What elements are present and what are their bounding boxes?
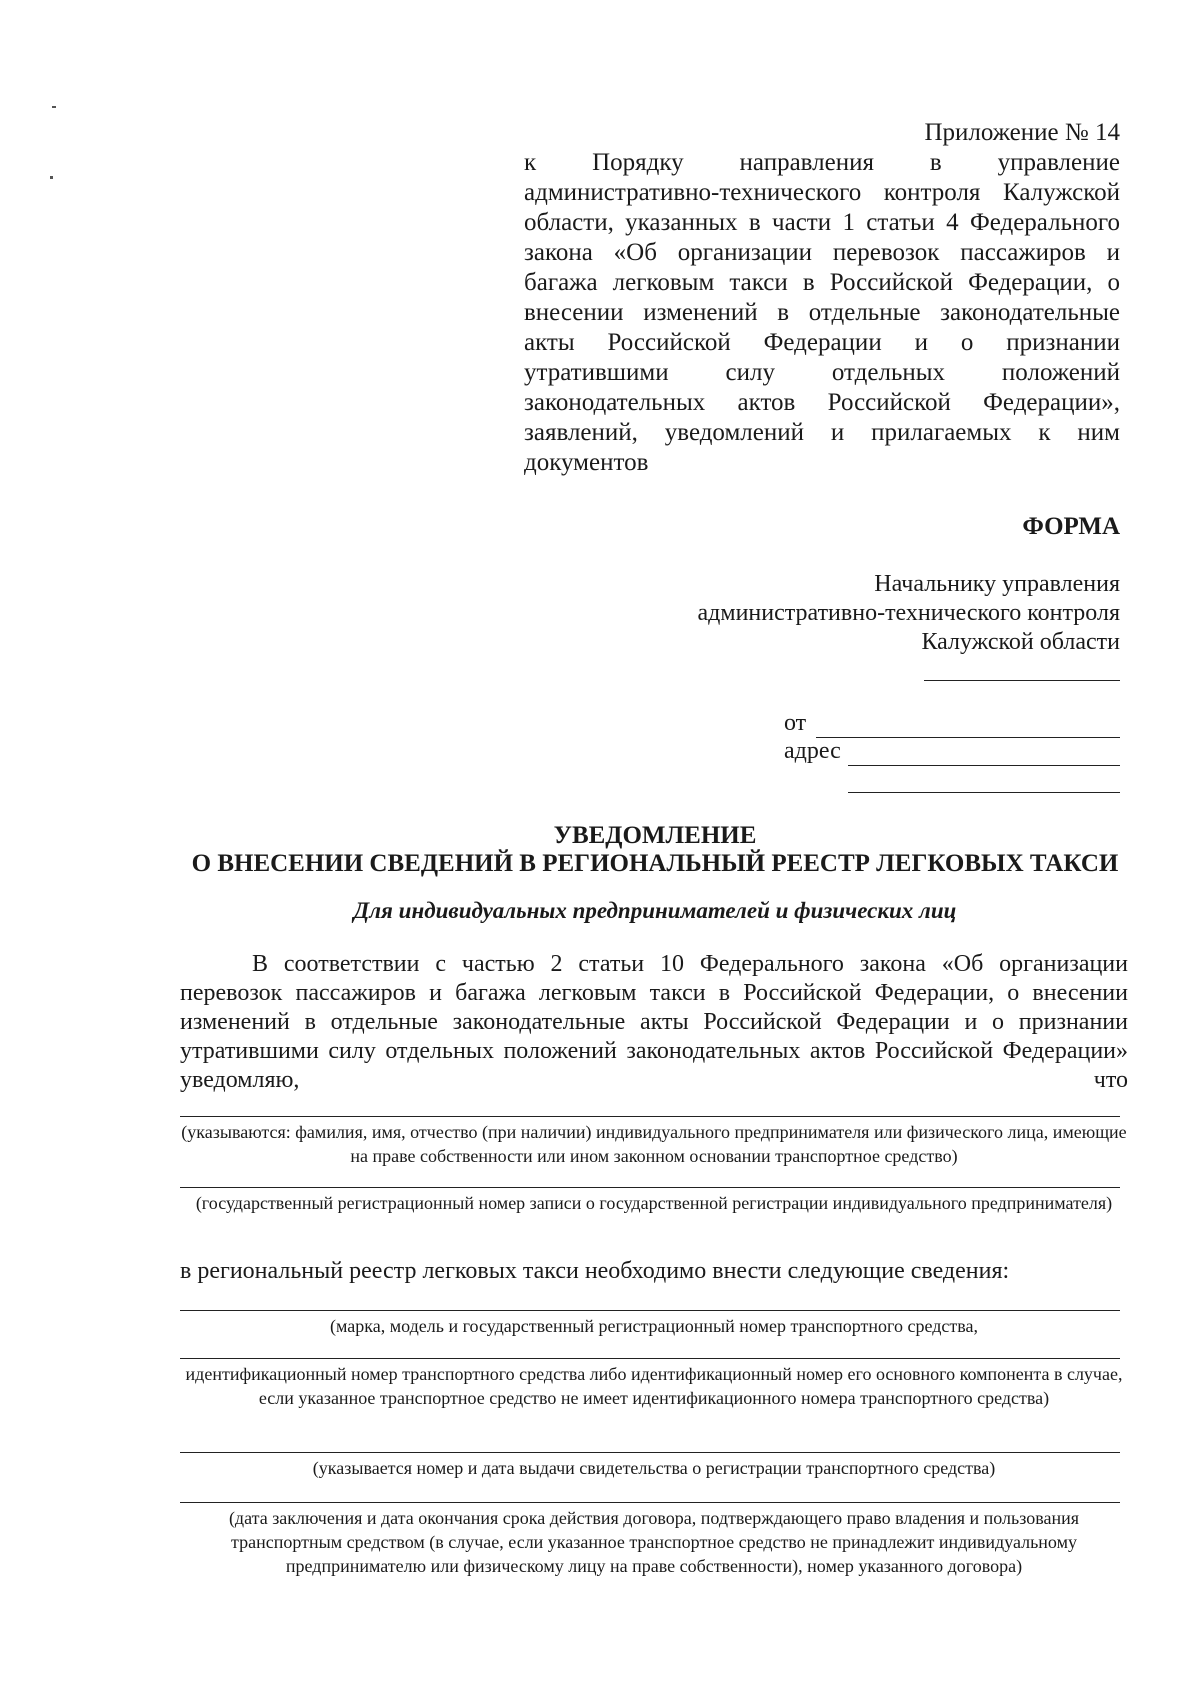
owner-blank-line[interactable]: [180, 1116, 1120, 1117]
statement-text: в региональный реестр легковых такси необходимо внести следующие сведения:: [180, 1258, 1010, 1284]
addressee-line-2: административно-технического контроля: [697, 600, 1120, 626]
certificate-blank-line[interactable]: [180, 1452, 1120, 1453]
vehicle-blank-line[interactable]: [180, 1310, 1120, 1311]
vin-caption: идентификационный номер транспортного средства либо идентификационный номер его основного компонента в случае, если указанное транспортное средство не имеет идентификационного номера транспортного средства): [185, 1364, 1123, 1408]
vehicle-caption: (марка, модель и государственный регистрационный номер транспортного средства,: [330, 1316, 978, 1336]
addressee-line-1: Начальнику управления: [874, 571, 1120, 597]
addressee-block: [520, 570, 1120, 657]
subtitle: Для индивидуальных предпринимателей и физических лиц: [353, 898, 957, 923]
main-paragraph-text: В соответствии с частью 2 статьи 10 Федерального закона «Об организации перевозок пассажиров и багажа легковым такси в Российской Федерации, о внесении изменений в отдельные законодательные акты Российской Федерации и о признании утратившими силу отдельных положений законодательных актов Российской Федерации» уведомляю, что: [180, 951, 1128, 1093]
appendix-text: к Порядку направления в управление административно-технического контроля Калужской области, указанных в части 1 статьи 4 Федерального закона «Об организации перевозок пассажиров и багажа легковым такси в Российской Федерации, о внесении изменений в отдельные законодательные акты Российской Федерации и о признании утратившими силу отдельных положений законодательных актов Российской Федерации», заявлений, уведомлений и прилагаемых к ним документов: [524, 149, 1120, 476]
vin-blank-line[interactable]: [180, 1358, 1120, 1359]
appendix-number: Приложение № 14: [924, 119, 1120, 146]
scan-speck: [50, 176, 53, 179]
from-label: от: [784, 710, 807, 736]
contract-blank-line[interactable]: [180, 1502, 1120, 1503]
address-blank-line-2[interactable]: [848, 792, 1120, 793]
addressee-blank-line[interactable]: [924, 680, 1120, 681]
registration-blank-line[interactable]: [180, 1187, 1120, 1188]
from-blank-line[interactable]: [816, 737, 1120, 738]
appendix-block: [524, 118, 1120, 478]
certificate-caption: (указывается номер и дата выдачи свидетельства о регистрации транспортного средства): [312, 1458, 996, 1478]
address-blank-line-1[interactable]: [848, 765, 1120, 766]
title-line-2: О ВНЕСЕНИИ СВЕДЕНИЙ В РЕГИОНАЛЬНЫЙ РЕЕСТР ЛЕГКОВЫХ ТАКСИ: [191, 850, 1119, 877]
main-paragraph: [180, 950, 1128, 1095]
registration-caption: (государственный регистрационный номер записи о государственной регистрации индивидуального предпринимателя): [195, 1193, 1113, 1213]
owner-caption: (указываются: фамилия, имя, отчество (при наличии) индивидуального предпринимателя или физического лица, имеющие на праве собственности или ином законном основании транспортное средство): [181, 1122, 1127, 1166]
scan-speck: [52, 106, 56, 108]
contract-caption: (дата заключения и дата окончания срока действия договора, подтверждающего право владения и пользования транспортным средством (в случае, если указанное транспортное средство не принадлежит индивидуальному предпринимателю или физическому лицу на праве собственности), номер указанного договора): [228, 1508, 1080, 1576]
addressee-line-3: Калужской области: [921, 629, 1120, 655]
title-line-1: УВЕДОМЛЕНИЕ: [553, 822, 757, 849]
form-label: ФОРМА: [1022, 513, 1120, 540]
address-label: адрес: [784, 738, 841, 764]
